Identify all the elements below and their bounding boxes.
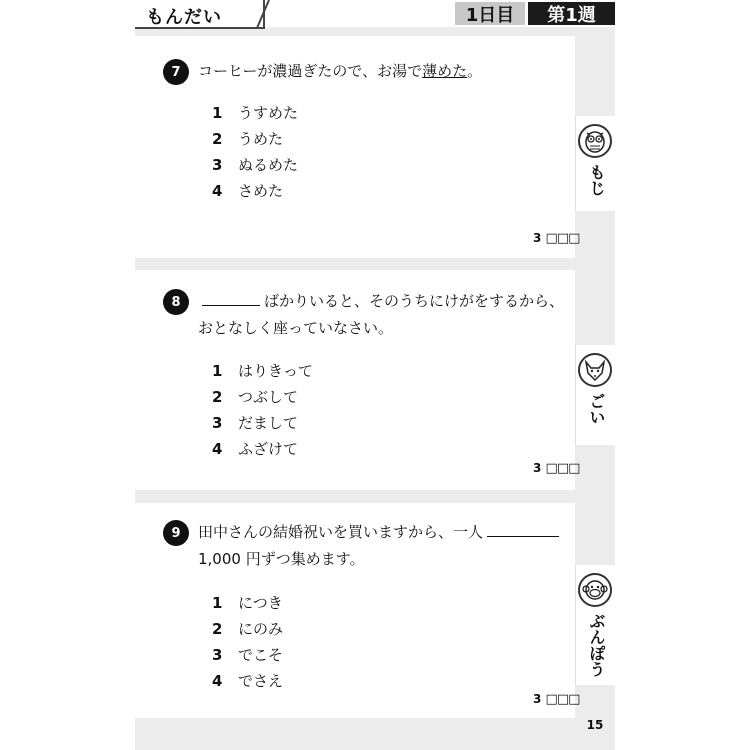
question-text: 田中さんの結婚祝いを買いますから、一人 (198, 519, 563, 545)
answer-option[interactable]: 1 うすめた (212, 104, 299, 122)
answer-option[interactable]: 3 でこそ (212, 646, 284, 664)
answer-option[interactable]: 1 はりきって (212, 362, 314, 380)
side-tab-moji (575, 116, 616, 211)
week-badge: 第1週 (528, 2, 615, 25)
day-badge: 1日目 (455, 2, 525, 25)
side-tab-label: もじ (587, 164, 606, 196)
answer-option[interactable]: 3 ぬるめた (212, 156, 299, 174)
side-tab-bunpou (575, 565, 616, 685)
side-tab-goi (575, 345, 616, 445)
side-tab-label: ぶんぽう (587, 613, 606, 677)
question-number: 8 (163, 289, 189, 315)
answer-option[interactable]: 4 さめた (212, 182, 284, 200)
page-number: 15 (586, 718, 604, 732)
answer-option[interactable]: 1 につき (212, 594, 283, 612)
answer-blank (487, 522, 559, 537)
answer-option[interactable]: 2 うめた (212, 130, 284, 148)
answer-option[interactable]: 4 でさえ (212, 672, 284, 690)
answer-option[interactable]: 2 にのみ (212, 620, 284, 638)
answer-blank (202, 291, 260, 306)
score-boxes[interactable]: 3 □□□ (533, 461, 580, 476)
score-boxes[interactable]: 3 □□□ (533, 231, 580, 246)
question-text: コーヒーが濃過ぎたので、お湯で薄めた。 (198, 62, 483, 80)
answer-option[interactable]: 2 つぶして (212, 388, 299, 406)
score-boxes[interactable]: 3 □□□ (533, 692, 580, 707)
question-text: ばかりいると、そのうちにけがをするから、 (198, 288, 564, 314)
question-number: 7 (163, 59, 189, 85)
question-text-line2: おとなしく座っていなさい。 (198, 319, 394, 337)
side-tab-label: ごい (587, 393, 606, 425)
page-title: もんだい (146, 7, 222, 28)
owl-icon (578, 124, 612, 158)
question-number: 9 (163, 520, 189, 546)
answer-option[interactable]: 3 だまして (212, 414, 299, 432)
question-text-line2: 1,000 円ずつ集めます。 (198, 550, 365, 568)
underlined-word: 薄めた (422, 62, 468, 80)
answer-option[interactable]: 4 ふざけて (212, 440, 299, 458)
monkey-icon (578, 573, 612, 607)
fox-icon (578, 353, 612, 387)
